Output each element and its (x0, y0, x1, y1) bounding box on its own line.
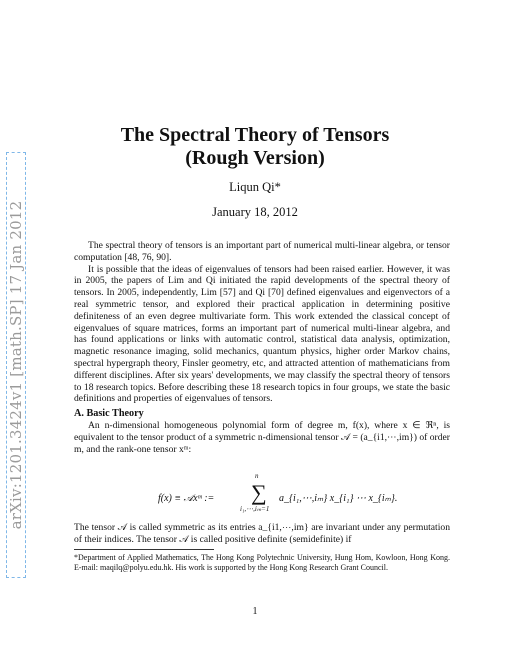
section-heading-basic-theory: A. Basic Theory (74, 408, 144, 420)
paper-title-line2: (Rough Version) (185, 147, 325, 169)
paragraph-intro: The spectral theory of tensors is an important part of numerical multi-linear algebra, or tensor computation [48, 76, 90]. (74, 240, 450, 263)
equation-sum-lower: i₁,⋯,iₘ=1 (240, 505, 270, 513)
paper-title-line1: The Spectral Theory of Tensors (120, 124, 390, 146)
display-equation (74, 472, 450, 513)
summation-icon: ∑ (251, 480, 267, 505)
footnote-affiliation: *Department of Applied Mathematics, The Hong Kong Polytechnic University, Hung Hom, Kowloon, Hong Kong. E-mail: maqilq@polyu.edu.hk. His work is supported by the Hong Kong Research Grant Council. (74, 553, 450, 572)
footnote-rule (74, 549, 214, 550)
equation-sum-upper: n (255, 472, 259, 480)
equation-rhs: a_{i₁,⋯,iₘ} x_{i₁} ⋯ x_{iₘ}. (279, 493, 398, 504)
equation-lhs: f(x) ≡ 𝒜xᵐ := (158, 493, 215, 504)
author: Liqun Qi* (229, 180, 281, 194)
paragraph-history: It is possible that the ideas of eigenvalues of tensors had been raised earlier. However, it was in 2005, the papers of Lim and Qi initiated the rapid developments of the spectral theory of tensors. In 2005, independently, Lim [57] and Qi [70] defined eigenvalues and eigenvectors of a real symmetric tensor, and explored their practical application in determining positive definiteness of an even degree multivariate form. This work extended the classical concept of eigenvalues of square matrices, forms an important part of numerical multi-linear algebra, and has found applications or links with automatic control, statistical data analysis, optimization, magnetic resonance imaging, solid mechanics, quantum physics, higher order Markov chains, spectral hypergraph theory, Finsler geometry, etc, and attracted attention of mathematicians from different disciplines. After six years' developments, we may classify the spectral theory of tensors to 18 research topics. Before describing these 18 research topics in four groups, we state the basic definitions and properties of eigenvalues of tensors. (74, 263, 450, 405)
paragraph-symmetric-definition: The tensor 𝒜 is called symmetric as its entries a_{i1,⋯,im} are invariant under any permutation of their indices. The tensor 𝒜 is called positive definite (semidefinite) if (74, 522, 450, 545)
date: January 18, 2012 (212, 205, 298, 219)
arxiv-identifier-stamp[interactable] (6, 152, 26, 578)
paper-body (74, 240, 450, 455)
arxiv-identifier-text: arXiv:1201.3424v1 [math.SP] 17 Jan 2012 (7, 200, 25, 530)
paragraph-polynomial-form: An n-dimensional homogeneous polynomial form of degree m, f(x), where x ∈ ℜⁿ, is equivalent to the tensor product of a symmetric n-dimensional tensor 𝒜 = (a_{i1,⋯,im}) of order m, and the rank-one tensor xᵐ: (74, 419, 450, 455)
page-number: 1 (252, 606, 258, 617)
